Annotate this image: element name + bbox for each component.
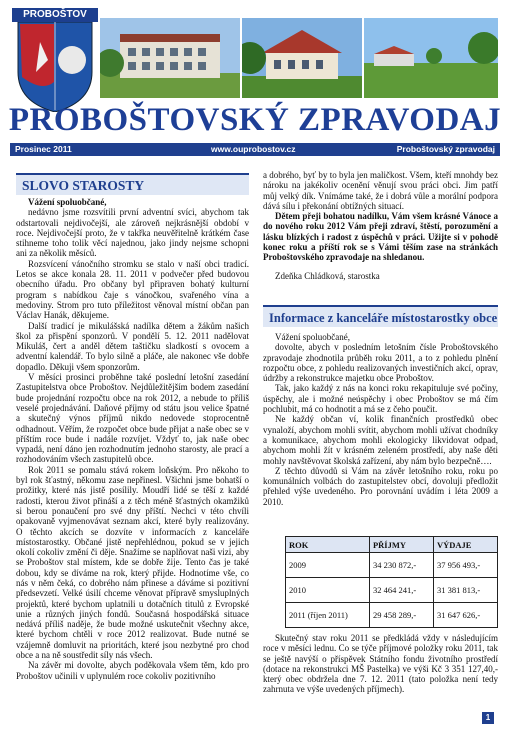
table-row (286, 553, 498, 578)
photo-field (364, 18, 498, 98)
paragraph: Rozsvícení vánočního stromku se stalo v naší obci tradicí. Letos se akce konala 28. 11. 2011 v podvečer před budovou obecního úřadu. Pro občany byl připraven bohatý kulturní program s nabídkou čaje s vánočkou, svařeného vína a medoviny. Strom pro tuto příležitost věnoval místní občan pan Václav Hanák, děkujeme. (16, 258, 249, 321)
photo-office (242, 18, 362, 98)
salutation: Vážení spoluobčané, (275, 332, 350, 342)
salutation: Vážení spoluobčané, (28, 197, 107, 207)
table-cell: 2010 (286, 578, 370, 603)
table-cell: 31 647 626,- (433, 603, 497, 628)
table-cell: 32 464 241,- (369, 578, 433, 603)
mayor-article-continued (263, 170, 498, 281)
paragraph: Tak, jako každý z nás na konci roku rekapituluje své počiny, úspěchy, ale i možné neúspěchy i obec Proboštov se má čím pochlubit, má co hodnotit a má se z čeho poučit. (263, 383, 498, 415)
mayor-article (16, 197, 249, 681)
deputy-article (263, 332, 498, 507)
section-heading-mayor: SLOVO STAROSTY (16, 173, 249, 195)
table-cell: 29 458 289,- (369, 603, 433, 628)
crest (12, 8, 98, 108)
masthead (0, 0, 510, 138)
deputy-article-bottom (263, 633, 498, 695)
paragraph: Na závěr mi dovolte, abych poděkovala všem těm, kdo pro Proboštov učinili v uplynulém roce cokoliv pozitivního (16, 660, 249, 681)
section-heading-deputy: Informace z kanceláře místostarostky obce (263, 305, 498, 327)
table-cell: 37 956 493,- (433, 553, 497, 578)
table-cell: 2011 (říjen 2011) (286, 603, 370, 628)
newsletter-name: Proboštovský zpravodaj (396, 144, 495, 154)
page-number: 1 (482, 712, 494, 724)
website-link[interactable]: www.ouprobostov.cz (211, 144, 296, 154)
newsletter-title: PROBOŠTOVSKÝ ZPRAVODAJ (8, 102, 502, 138)
table-cell: 2009 (286, 553, 370, 578)
paragraph: Další tradicí je mikulášská nadílka dětem a žákům našich škol za přispění sponzorů. V pondělí 5. 12. 2011 nadělovat Mikuláš, čert a anděl dětem taštičku sladkostí s ovocem a adventní kalendář. To bylo silně a pláče, ale nakonec vše dobře dopadlo. Děkuji všem sponzorům. (16, 320, 249, 372)
issue-date: Prosinec 2011 (15, 144, 72, 154)
signature: Zdeňka Chládková, starostka (275, 270, 380, 281)
crest-label: PROBOŠTOV (12, 8, 98, 22)
paragraph: Skutečný stav roku 2011 se předkládá vždy v následujícím roce v měsíci lednu. Co se týče příjmové položky roku 2011, tak se ještě navýší o příspěvek Státního fondu životního prostředí (dotace na rekonstrukci MŠ Pastelka) ve výši Kč 3 351 127,40,- který obec obdržela dne 7. 12. 2011 (tato položka není tedy zahrnuta ve výše uvedených příjmech). (263, 633, 498, 695)
table-cell: 31 381 813,- (433, 578, 497, 603)
paragraph: V měsíci prosinci proběhne také poslední letošní zasedání Zastupitelstva obce Proboštov. Nejdůležitějším bodem zasedání bude projednání rozpočtu obce na rok 2012, a nebude to příliš veselé projednávání. Daňové příjmy od státu jsou velice špatné a skutečný výnos příjmů nikdo nedovede stoprocentně odhadnout. Věřím, že rozpočet obce bude přijat a naše obec se v příštím roce bude i nadále rozvíjet. Vždyť to, jak naše obec vypadá, není dáno jen rozhodnutím jednoho starosty, ale prací a rozhodováním všech zastupitelů obce. (16, 372, 249, 465)
paragraph: Dětem přeji bohatou nadílku, Vám všem krásné Vánoce a do nového roku 2012 Vám přeji zdraví, štěstí, porozumění a lásku blízkých i radost z úspěchů v práci. Užijte si v pohodě konec roku a příští rok se s Vámi těším zase na stránkách Proboštovského zpravodaje na shledanou. (263, 211, 498, 263)
table-row (286, 578, 498, 603)
paragraph: Rok 2011 se pomalu stává rokem loňským. Pro někoho to byl rok šťastný, někomu zase nepřinesl. Všichni jsme bohatší o prožitky, které nás jistě posílily. Moudří lidé se těší z každé radosti, kterou život přináší a z těch méně šťastných okamžiků si berou ponaučení pro své dny příští. Nechci v této chvíli opakovaně vyjmenovávat seznam akcí, které byly realizovány. O těchto akcích se dozvíte v informacích z kanceláře místostarostky. Občané jistě nepřehlédnou, pokud se v jejich okolí cokoliv změní či děje. Snažíme se naplňovat naši vizi, aby se Proboštov stal místem, kde se dobře žije. Tento čas je také dobou, kdy se díváme na rok, který přijde. Hodnotíme vše, co nás v něm čeká, co dobrého nám přinese a dáváme si pozitivní předsevzetí. Velké úsilí chceme věnovat přípravě smysluplných projektů, které bychom uplatnili u dotačních titulů z Evropské unie a různých jiných fondů. Současná hospodářská situace nedává příliš naděje, že bude možné uskutečnit všechny akce, které bychom chtěli v roce 2012 realizovat. Bude nutné se vzájemně domluvit na prioritách, které jsou nezbytné pro chod obce a na ně soustředit síly nás všech. (16, 464, 249, 661)
table-header-row (286, 537, 498, 553)
photo-school (100, 18, 240, 98)
table-header: ROK (286, 537, 370, 553)
table-row (286, 603, 498, 628)
table-header: PŘÍJMY (369, 537, 433, 553)
paragraph: dovolte, abych v posledním letošním čísle Proboštovského zpravodaje zhodnotila průběh roku 2011, a to z pohledu plnění rozpočtu obce, z pohledu realizovaných investičních akcí, oprav, údržby a rekonstrukce majetku obce Proboštov. (263, 342, 498, 384)
budget-table (285, 536, 498, 628)
coat-of-arms-icon (12, 22, 98, 112)
table-header: VÝDAJE (433, 537, 497, 553)
info-bar (10, 143, 500, 156)
paragraph: Z těchto důvodů si Vám na závěr letošního roku, roku po komunálních volbách do zastupitelstev obcí, dovoluji předložit přehled výše uvedeného. Pro porovnání uvádím i léta 2009 a 2010. (263, 465, 498, 507)
paragraph: nedávno jsme rozsvítili první adventní svíci, abychom tak odstartovali nejdivočejší, ale zároveň nejkrásnější období v roce. Nejdivočejší proto, že v takřka neuvěřitelně krátkém čase stihneme toho tolik věcí najednou, jako jindy nejsme schopni ani za několik měsíců. (16, 207, 249, 259)
table-cell: 34 230 872,- (369, 553, 433, 578)
paragraph: a dobrého, byť by to byla jen maličkost. Všem, kteří mnohdy bez nároku na jakékoliv ocenění věnují svou práci obci. Jim patří můj velký dík. Vnímáme také, že i dobrá vůle a morální podpora dává sílu i překonání obtížných situací. (263, 170, 498, 211)
paragraph: Ne každý občan ví, kolik finančních prostředků obec vynaloží, abychom mohli svítit, abychom mohli užívat chodníky a komunikace, abychom mohli ekologicky likvidovat odpad, abychom mohli žít v krásném zeleném prostředí, aby naše děti mohly navštěvovat školská zařízení, aby nám bylo bezpečně…. (263, 414, 498, 466)
